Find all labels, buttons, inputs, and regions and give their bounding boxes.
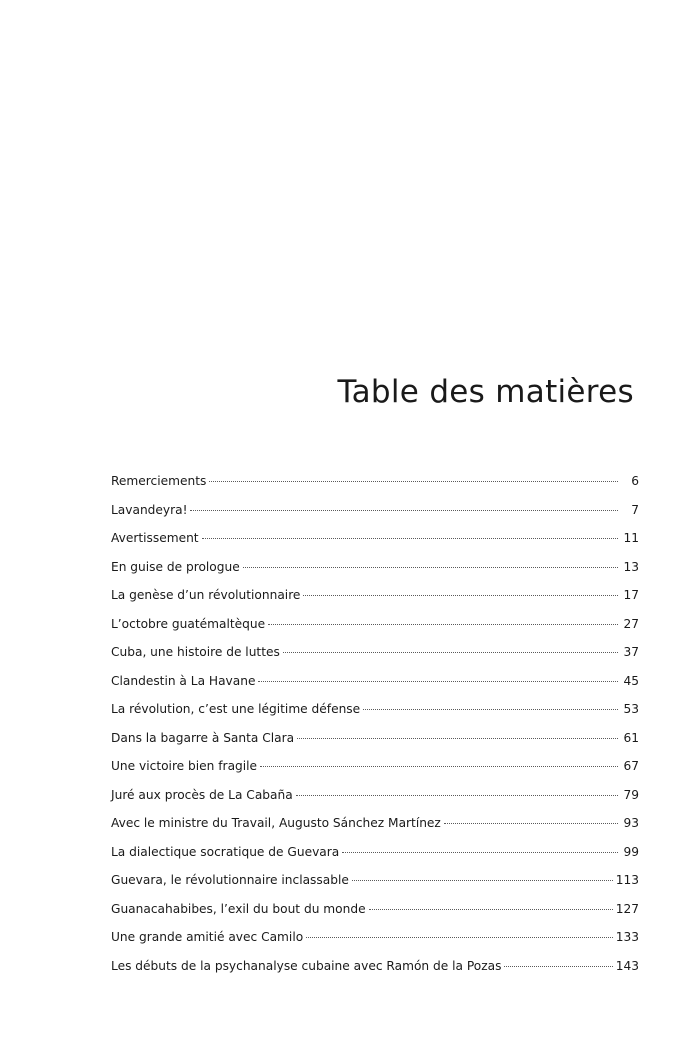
toc-entry-page: 17 (623, 588, 639, 602)
dot-leader (444, 823, 618, 824)
toc-entry (111, 496, 639, 525)
toc-entry-page: 79 (623, 787, 639, 802)
toc-entry-page: 6 (631, 474, 639, 488)
toc-entry-title: Juré aux procès de La Cabaña (111, 787, 293, 802)
dot-leader (504, 966, 612, 967)
toc-entry-page: 113 (615, 873, 639, 887)
toc-entry-title: Cuba, une histoire de luttes (111, 645, 280, 659)
toc-entry-title: Remerciements (111, 474, 207, 488)
toc-entry-title: Clandestin à La Havane (111, 673, 256, 688)
dot-leader (303, 595, 618, 596)
dot-leader (243, 567, 618, 568)
toc-entry-title: Avec le ministre du Travail, Augusto Sánchez Martínez (111, 816, 441, 830)
toc-entry (111, 667, 639, 696)
toc-entry-title: Dans la bagarre à Santa Clara (111, 730, 295, 745)
toc-entry-title: Lavandeyra! (111, 502, 188, 517)
toc-entry-title: Une grande amitié avec Camilo (111, 930, 304, 944)
dot-leader (342, 852, 618, 853)
toc-entry (111, 610, 639, 639)
toc-entry-title: La genèse d’un révolutionnaire (111, 588, 301, 602)
toc-entry (111, 467, 639, 496)
dot-leader (296, 795, 618, 796)
toc-entry (111, 809, 639, 838)
toc-entry-page: 13 (623, 559, 639, 574)
toc-entry (111, 895, 639, 924)
toc-entry-page: 11 (623, 531, 639, 545)
toc-entry-title: Guevara, le révolutionnaire inclassable (111, 873, 349, 887)
dot-leader (283, 652, 618, 653)
toc-entry (111, 581, 639, 610)
toc-entry (111, 695, 639, 724)
toc-entry-title: La dialectique socratique de Guevara (111, 844, 340, 859)
toc-entry (111, 752, 639, 781)
dot-leader (363, 709, 618, 710)
toc-entry-page: 45 (623, 673, 639, 688)
toc-entry (111, 724, 639, 753)
toc-entry (111, 638, 639, 667)
toc-entry (111, 866, 639, 895)
toc-entry-title: L’octobre guatémaltèque (111, 616, 266, 631)
toc-entry-page: 53 (623, 702, 639, 716)
toc-entry-page: 37 (623, 645, 639, 659)
toc-entry-page: 7 (631, 502, 639, 517)
dot-leader (209, 481, 618, 482)
toc-entry-page: 133 (615, 930, 639, 944)
toc-entry-page: 99 (623, 844, 639, 859)
toc-entry-title: Avertissement (111, 531, 199, 545)
dot-leader (258, 681, 618, 682)
toc-entry-title: Une victoire bien fragile (111, 759, 258, 773)
toc-entry-title: Les débuts de la psychanalyse cubaine avec Ramón de la Pozas (111, 958, 502, 973)
toc-entry-page: 27 (623, 616, 639, 631)
table-of-contents (111, 467, 639, 980)
dot-leader (260, 766, 618, 767)
toc-entry-title: La révolution, c’est une légitime défense (111, 702, 361, 716)
dot-leader (352, 880, 613, 881)
toc-entry (111, 923, 639, 952)
page-title: Table des matières (337, 374, 634, 410)
toc-entry (111, 524, 639, 553)
toc-entry-page: 61 (623, 730, 639, 745)
toc-entry-title: En guise de prologue (111, 559, 240, 574)
toc-entry (111, 781, 639, 810)
toc-entry-title: Guanacahabibes, l’exil du bout du monde (111, 901, 366, 916)
toc-entry-page: 143 (615, 958, 639, 973)
dot-leader (306, 937, 613, 938)
dot-leader (202, 538, 618, 539)
toc-entry (111, 553, 639, 582)
dot-leader (268, 624, 618, 625)
toc-entry (111, 838, 639, 867)
toc-entry-page: 127 (615, 901, 639, 916)
dot-leader (297, 738, 618, 739)
toc-entry-page: 93 (623, 816, 639, 830)
dot-leader (190, 510, 618, 511)
dot-leader (369, 909, 613, 910)
toc-entry-page: 67 (623, 759, 639, 773)
toc-entry (111, 952, 639, 981)
